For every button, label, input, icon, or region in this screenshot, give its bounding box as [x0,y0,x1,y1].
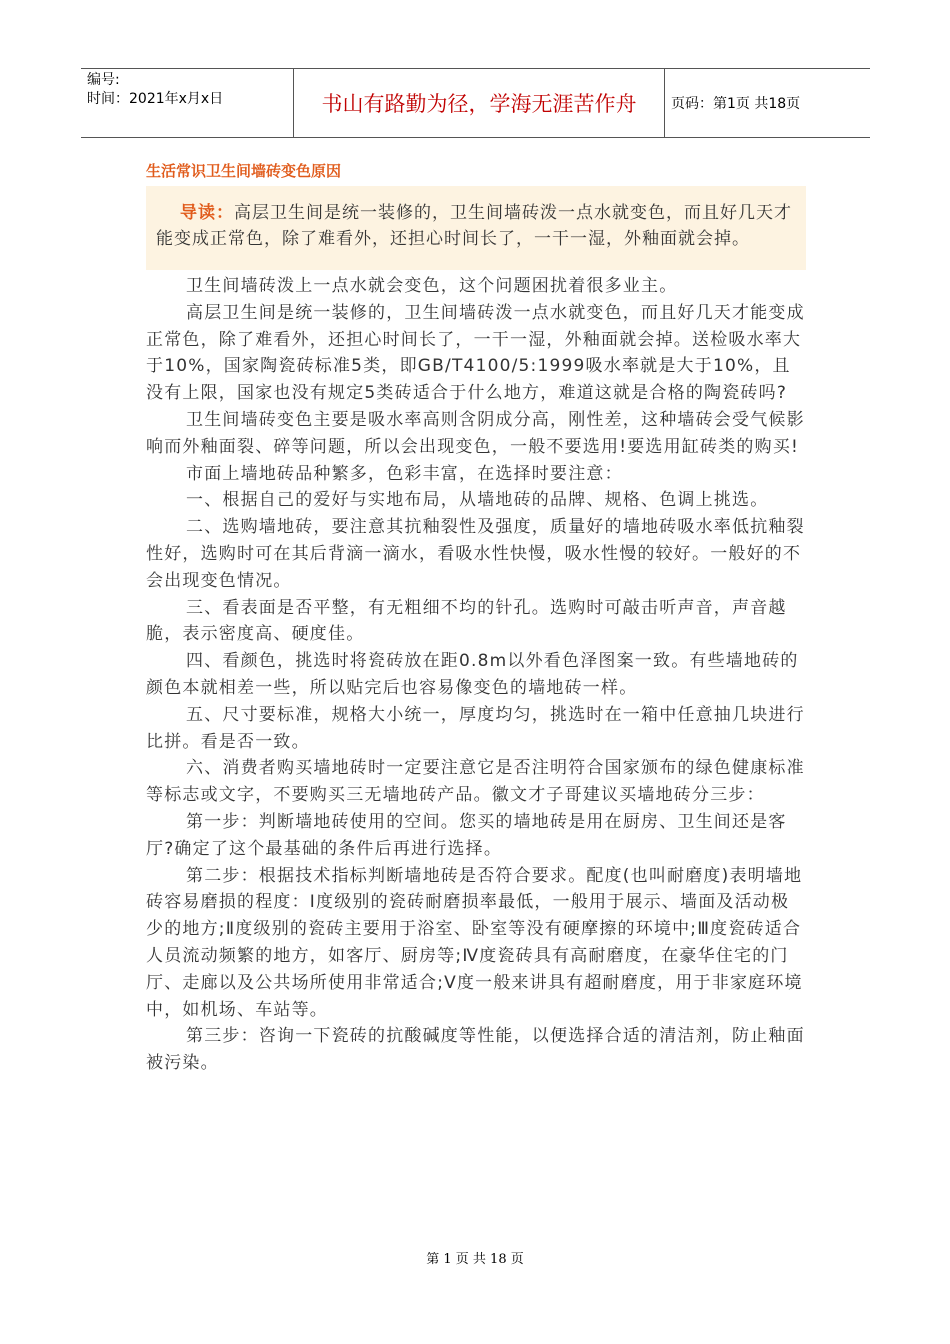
lead-box [146,186,806,270]
article-title: 生活常识卫生间墙砖变色原因 [146,162,342,180]
header-meta [81,69,293,137]
paragraph: 三、看表面是否平整，有无粗细不均的针孔。选购时可敲击听声音，声音越脆，表示密度高、硬度佳。 [146,597,787,645]
number-label: 编号: [87,72,120,88]
header-page-info: 页码：第1页 共18页 [671,96,801,112]
paragraph: 市面上墙地砖品种繁多，色彩丰富，在选择时要注意： [186,463,623,484]
lead-paragraph [146,186,806,252]
time-label: 时间：2021年x月x日 [87,91,224,107]
paragraph: 第三步：咨询一下瓷砖的抗酸碱度等性能，以便选择合适的清洁剂，防止釉面被污染。 [146,1026,805,1074]
paragraph: 第一步：判断墙地砖使用的空间。您买的墙地砖是用在厨房、卫生间还是客厅?确定了这个最基础的条件后再进行选择。 [146,811,787,859]
page-header [81,68,870,138]
paragraph: 第二步：根据技术指标判断墙地砖是否符合要求。配度(也叫耐磨度)表明墙地砖容易磨损的程度：Ⅰ度级别的瓷砖耐磨损率最低，一般用于展示、墙面及活动极少的地方;Ⅱ度级别的瓷砖主要用于浴室、卧室等没有硬摩擦的环境中;Ⅲ度瓷砖适合人员流动频繁的地方，如客厅、厨房等;Ⅳ度瓷砖具有高耐磨度，在豪华住宅的门厅、走廊以及公共场所使用非常适合;Ⅴ度一般来讲具有超耐磨度，用于非家庭环境中，如机场、车站等。 [146,865,803,1020]
paragraph: 卫生间墙砖变色主要是吸水率高则含阴成分高，刚性差，这种墙砖会受气候影响而外釉面裂、碎等问题，所以会出现变色，一般不要选用!要选用缸砖类的购买! [146,409,805,457]
header-motto: 书山有路勤为径，学海无涯苦作舟 [293,69,665,137]
paragraph: 卫生间墙砖泼上一点水就会变色，这个问题困扰着很多业主。 [186,276,678,296]
lead-label: 导读： [180,203,234,223]
paragraph: 高层卫生间是统一装修的，卫生间墙砖泼一点水就变色，而且好几天才能变成正常色，除了难看外，还担心时间长了，一干一湿，外釉面就会掉。送检吸水率大于10%，国家陶瓷砖标准5类，即GB/T4100/5:1999吸水率就是大于10%，且没有上限，国家也没有规定5类砖适合于什么地方，难道这就是合格的陶瓷砖吗? [146,302,805,404]
paragraph: 四、看颜色，挑选时将瓷砖放在距0.8m以外看色泽图案一致。有些墙地砖的颜色本就相差一些，所以贴完后也容易像变色的墙地砖一样。 [146,651,799,698]
paragraph: 五、尺寸要标准，规格大小统一，厚度均匀，挑选时在一箱中任意抽几块进行比拼。看是否一致。 [146,704,805,752]
paragraph: 二、选购墙地砖，要注意其抗釉裂性及强度，质量好的墙地砖吸水率低抗釉裂性好，选购时可在其后背滴一滴水，看吸水性快慢，吸水性慢的较好。一般好的不会出现变色情况。 [146,517,805,591]
lead-text: 高层卫生间是统一装修的，卫生间墙砖泼一点水就变色，而且好几天才能变成正常色，除了难看外，还担心时间长了，一干一湿，外釉面就会掉。 [156,203,792,249]
page-footer: 第 1 页 共 18 页 [426,1252,524,1267]
paragraph: 一、根据自己的爱好与实地布局，从墙地砖的品牌、规格、色调上挑选。 [186,490,769,511]
article-body [146,273,806,1077]
paragraph: 六、消费者购买墙地砖时一定要注意它是否注明符合国家颁布的绿色健康标准等标志或文字，不要购买三无墙地砖产品。徽文才子哥建议买墙地砖分三步： [146,758,805,806]
